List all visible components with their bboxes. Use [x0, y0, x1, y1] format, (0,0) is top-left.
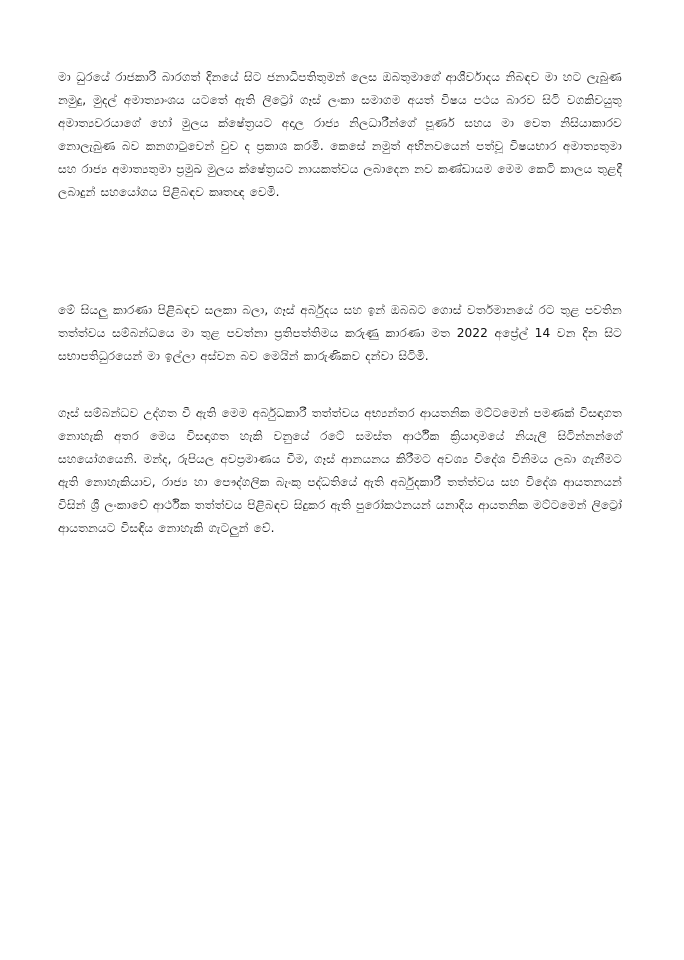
paragraph-1: මා ධුරයේ රාජකාරි බාරගත් දිනයේ සිට ජනාධිපතිතුමන් ලෙස ඔබතුමාගේ ආශීර්වාදය නිබඳව මා හට ලැබුණ නමුදු, මුදල් අමාත්‍යාංශය යටතේ ඇති ලිට්‍රෝ ගෑස් ලංකා සමාගම අයත් විෂය පථය බාරව සිටි වගකිවයුතු අමාත්‍යවරයාගේ හෝ මුලය ක්ෂේත්‍රයට අදාල රාජ්‍ය නිලධාරීන්ගේ පූර්ණ සහය මා වෙත නිසියාකාරව නොලැබුණ බව කනගාටුවෙන් වුව ද ප්‍රකාශ කරමි. කෙසේ නමුත් අභිනවයෙන් පත්වූ විෂයභාර අමාත්‍යතුමා සහ රාජ්‍ය අමාත්‍යතුමා ප්‍රමුඛ මුලය ක්ෂේත්‍රයට නායකත්වය ලබාදෙන නව කණ්ඩායම මෙම කෙටි කාලය තුළදී ලබාදුන් සහයෝගය පිළිබඳව කෘතඥ වෙමි. [58, 70, 622, 199]
paragraph-2 [58, 240, 622, 263]
paragraph-4: ගෑස් සම්බන්ධව උද්ගත වී ඇති මෙම අර්බුධකාරී තත්ත්වය අභ්‍යන්තර ආයතනික මට්ටමෙන් පමණක් විසඳාගත නොහැකි අතර මෙය විසඳාගත හැකි වනුයේ රටේ සමස්ත ආර්ථික ක්‍රියාදාමයේ නියැලී සිටින්නන්ගේ සහයෝගයෙනි. මන්ද, රුපියල අවප්‍රමාණය වීම, ගෑස් ආනයනය කිරීමට අවශ්‍ය විදේශ විනිමය ලබා ගැනීමට ඇති නොහැකියාව, රාජ්‍ය හා පෞද්ගලික බැංකු පද්ධතියේ ඇති අර්බුදකාරී තත්ත්වය සහ විදේශ ආයතනයන් විසින් ශ්‍රී ලංකාවේ ආර්ථික තත්ත්වය පිළිබඳව සිදුකර ඇති පුරෝකථනයන් යනාදිය ආයතනික මට්ටමෙන් ලිට්‍රෝ ආයතනයට විසඳිය නොහැකි ගැටලුන් වේ. [58, 406, 622, 535]
paragraph-3: මේ සියලු කාරණා පිළිබඳව සලකා බලා, ගෑස් අර්බුදය සහ ඉන් ඔබබට ගොස් වර්තමානයේ රට තුළ පවතින තත්ත්වය සම්බන්ධයෙ මා තුළ පවත්නා ප්‍රතිපත්තිමය කරුණු කාරණා මත 2022 අප්‍රේල් 14 වන දින සිට සභාපතිධුරයෙන් මා ඉල්ලා අස්වන බව මෙයින් කාරුණිකව දන්වා සිටිමි. [58, 303, 622, 363]
paragraph-5 [58, 574, 622, 597]
